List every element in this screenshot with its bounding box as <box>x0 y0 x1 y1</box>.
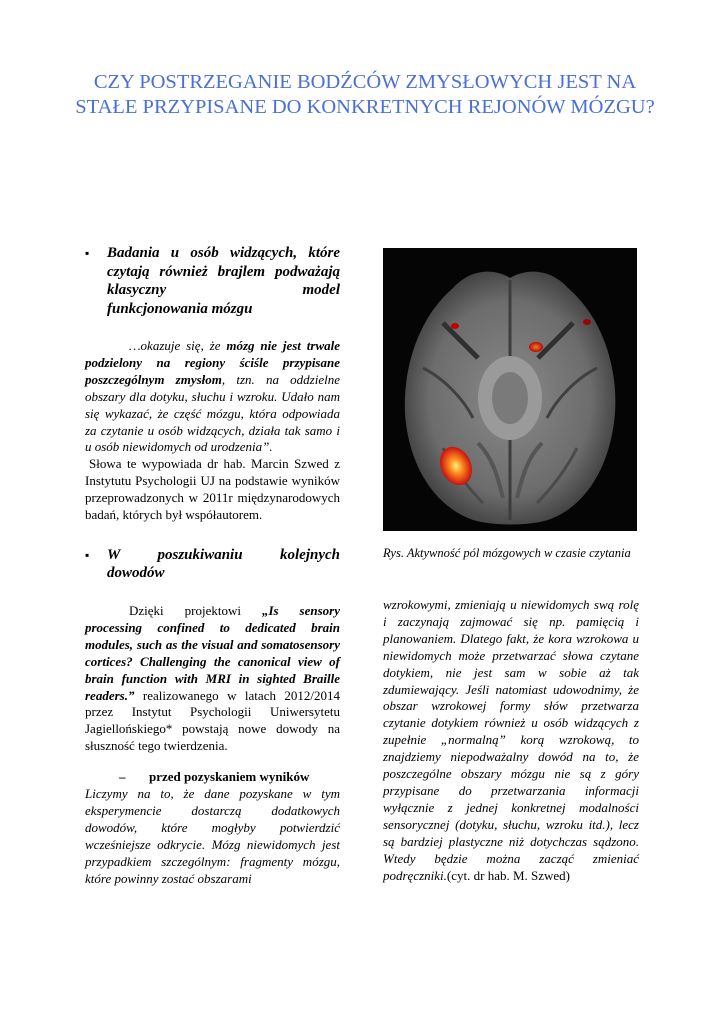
section-heading-2-text: W poszukiwaniu kolejnych <box>107 546 340 563</box>
page-title: CZY POSTRZEGANIE BODŹCÓW ZMYSŁOWYCH JEST NA STAŁE PRZYPISANE DO KONKRETNYCH REJONÓW MÓZGU? <box>75 71 655 118</box>
section-heading-2 <box>85 546 340 583</box>
brain-mri-figure <box>383 248 637 531</box>
subsection-paragraph: Liczymy na to, że dane pozyskane w tym eksperymencie dostarczą dodatkowych dowodów, które mogłyby potwierdzić wcześniejsze odkrycie. Mózg niewidomych jest przypadkiem szczególnym: fragmenty mózgu, które powinny zostać obszarami <box>85 786 340 886</box>
figure-caption: Rys. Aktywność pól mózgowych w czasie czytania <box>383 546 631 560</box>
right-column-text <box>383 597 639 884</box>
continuation-text: wzrokowymi, zmieniają u niewidomych swą rolę i zaczynają zajmować się np. pamięcią i planowaniem. Dlatego fakt, że kora wzrokowa u niewidomych może przetwarzać słowa czytane dotykiem, nie jest sam w sobie aż tak zdumiewający. Jeśli natomiast udowodnimy, że obszar wzrokowej formy słów przetwarza czytanie dotykiem również u osób widzących z zupełnie „normalną” korą wzrokową, to znajdziemy niepodważalny dowód na to, że poszczególne obszary mózgu nie są z góry przypisane do przetwarzania informacji wyłącznie z jednej konkretnej modalności sensorycznej (dotyku, słuchu, wzroku itd.), lecz są bardziej plastyczne niż dotychczas sądzono. Wtedy będzie można zacząć zmieniać podręczniki. <box>383 597 639 883</box>
project-details: realizowanego w latach 2012/2014 przez Instytut Psychologii Uniwersytetu Jagiellońskiego* powstają nowe dowody na słuszność tego twierdzenia. <box>85 687 340 754</box>
section-heading-1-last: funkcjonowania mózgu <box>107 300 253 317</box>
quote-end: , tzn. na oddzielne obszary dla dotyku, słuchu i wzroku. Udało nam się wykazać, że część mózgu, która odpowiada za czytanie u osób widzących, działa tak samo i u osób niewidomych od urodzenia”. <box>85 371 340 455</box>
bullet-icon: ▪ <box>85 246 90 260</box>
quote-emphasis: mózg nie jest trwale podzielony na regiony ściśle przypisane poszczególnym zmysłom <box>85 338 341 387</box>
brain-scan-image <box>383 248 637 531</box>
section-heading-2-last: dowodów <box>107 565 165 582</box>
left-column <box>85 244 340 887</box>
quote-paragraph <box>85 338 340 456</box>
citation: (cyt. dr hab. M. Szwed) <box>446 867 571 883</box>
project-title: „Is sensory processing confined to dedicated brain modules, such as the visual and somatosensory cortices? Challenging the canonical view of brain function with MRI in sighted Braille readers.” <box>85 602 340 703</box>
subsection-heading <box>85 769 340 786</box>
section-heading-1 <box>85 244 340 318</box>
attribution-paragraph: Słowa te wypowiada dr hab. Marcin Szwed z Instytutu Psychologii UJ na podstawie wyników przeprowadzonych w 2011r międzynarodowych badań, których był współautorem. <box>85 456 340 523</box>
subsection-heading-text: przed pozyskaniem wyników <box>149 769 310 785</box>
bullet-icon: ▪ <box>85 547 90 562</box>
project-paragraph <box>85 603 340 755</box>
section-heading-1-text: Badania u osób widzących, które czytają również brajlem podważają klasyczny model <box>107 245 340 298</box>
quote-start: …okazuje się, że <box>129 338 227 353</box>
project-intro: Dzięki projektowi <box>129 602 262 618</box>
dash-icon: – <box>119 769 126 785</box>
